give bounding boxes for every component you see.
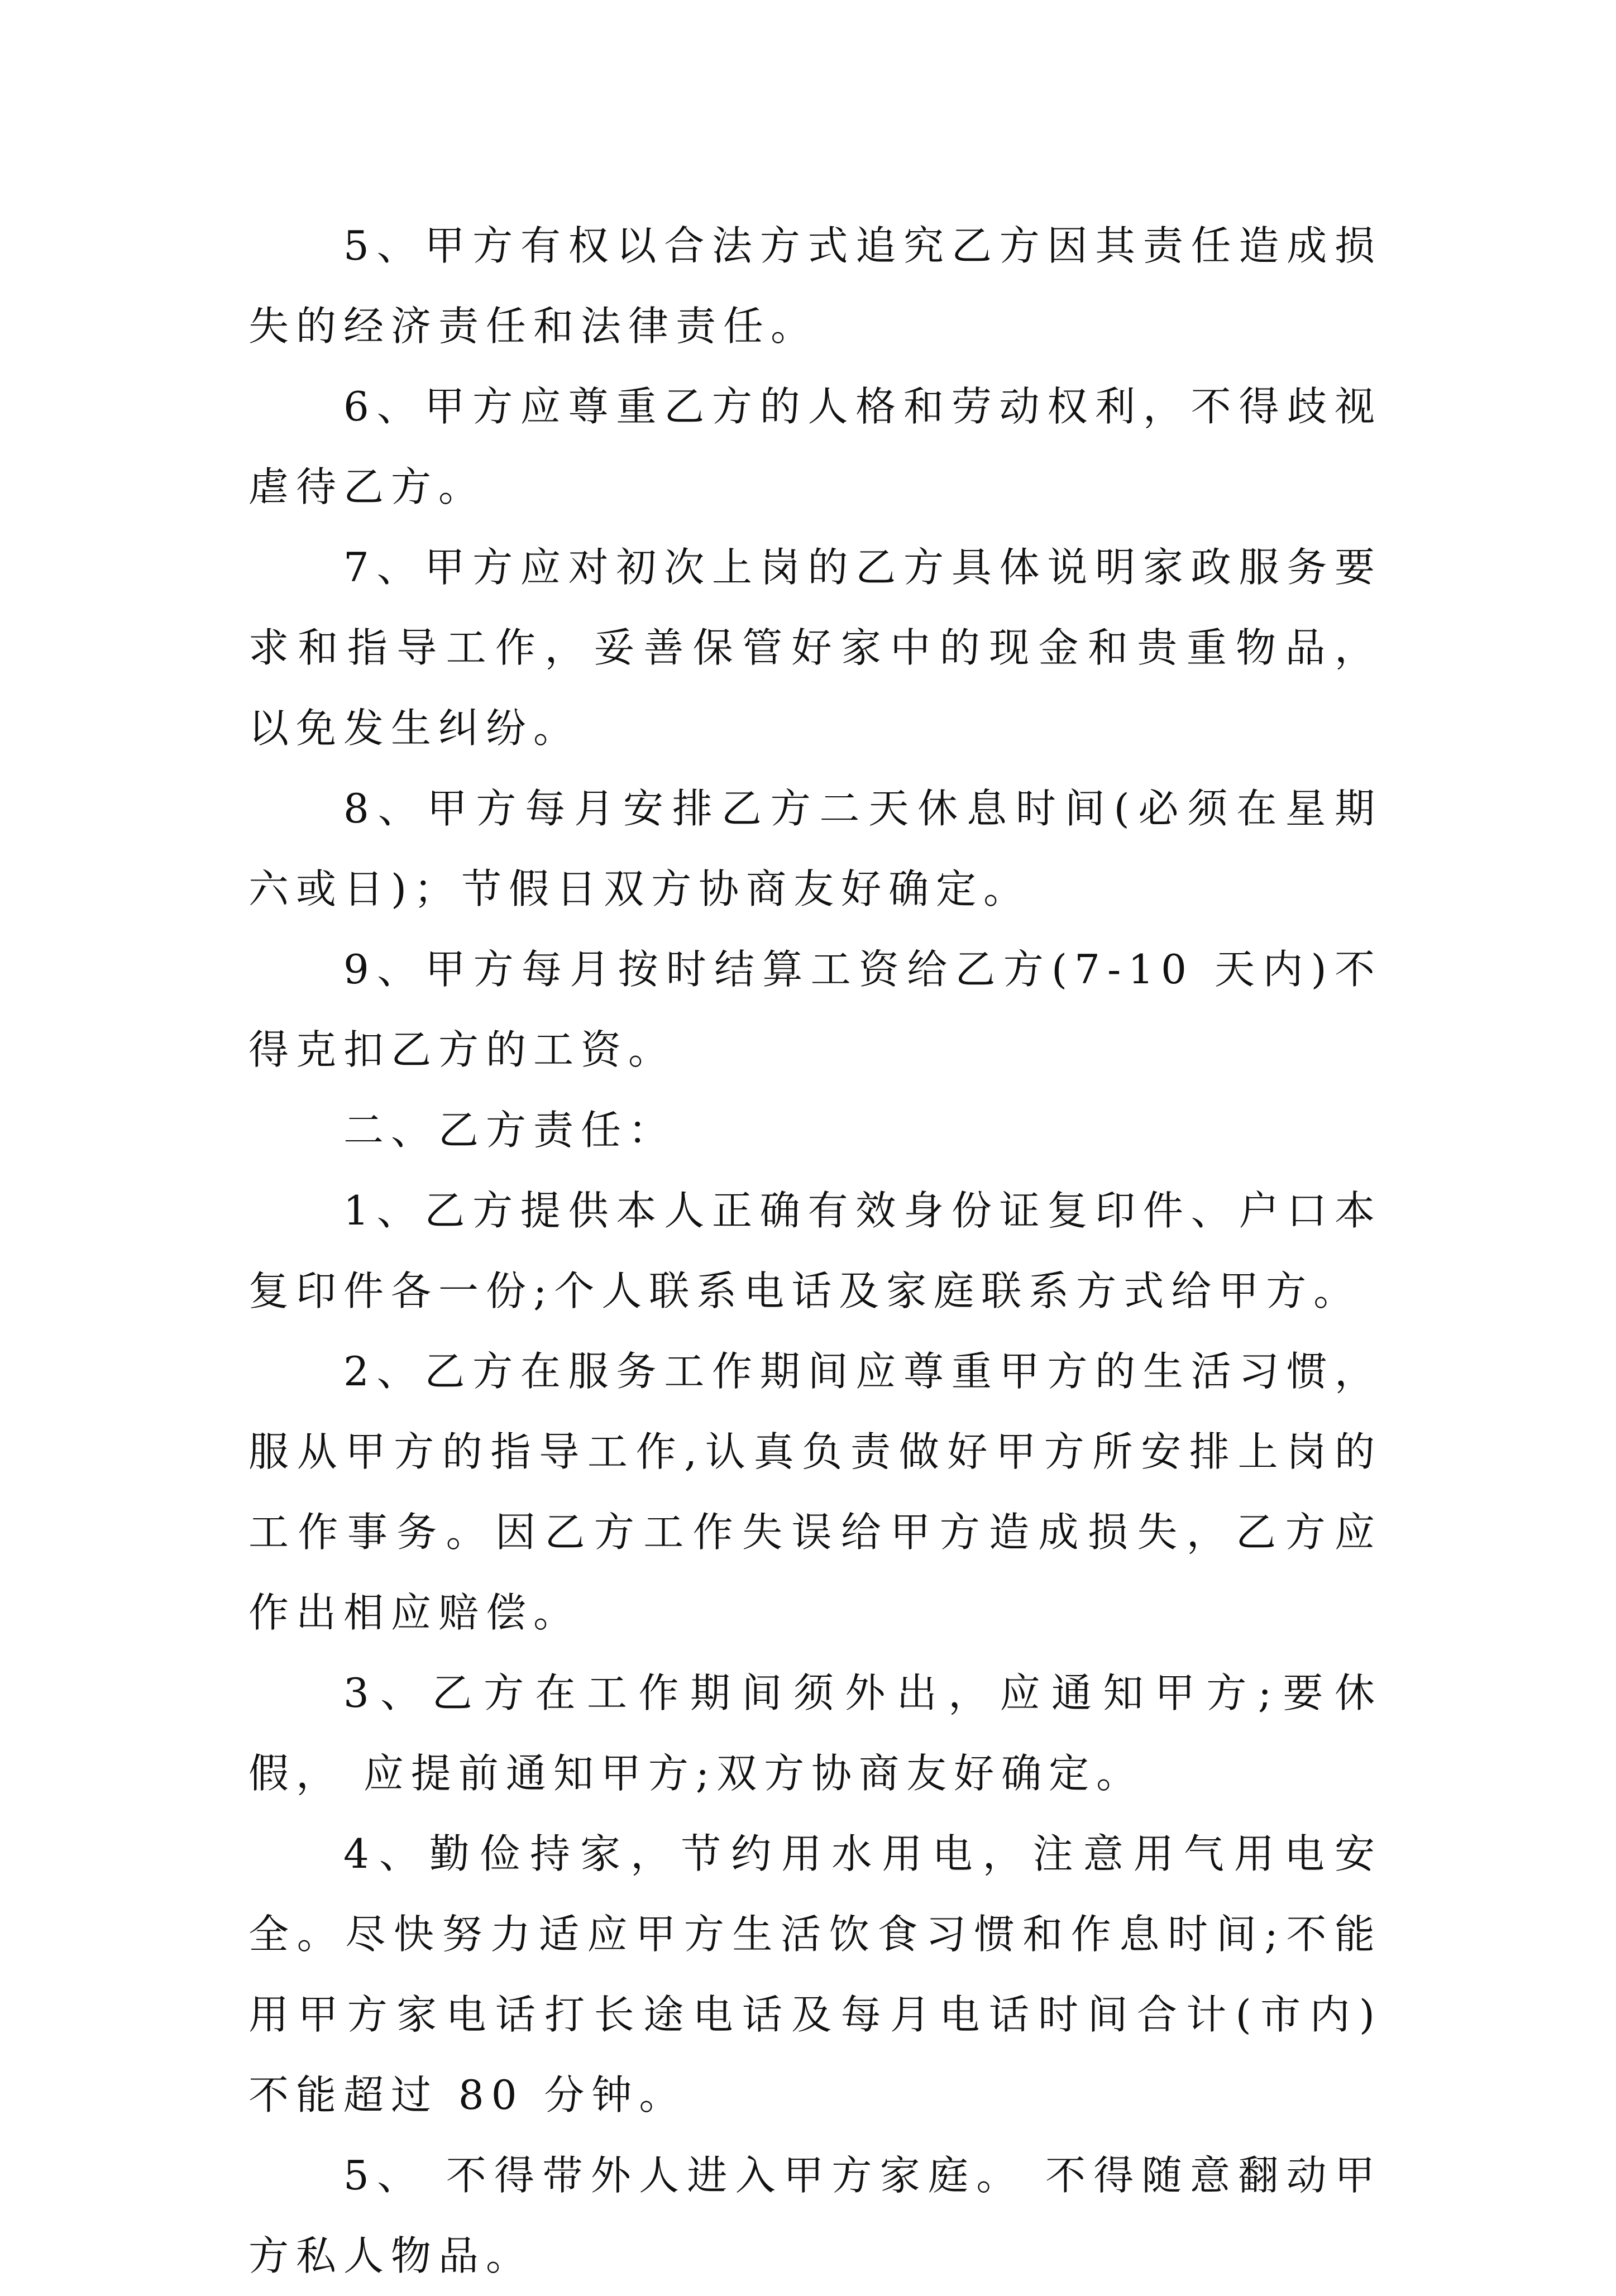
- paragraph-party-b-1: 1、乙方提供本人正确有效身份证复印件、户口本复印件各一份;个人联系电话及家庭联系方式给甲方。: [248, 1187, 1382, 1314]
- paragraph-party-a-9: 9、甲方每月按时结算工资给乙方(7-10 天内)不得克扣乙方的工资。: [248, 946, 1382, 1073]
- paragraph-party-a-7: 7、甲方应对初次上岗的乙方具体说明家政服务要求和指导工作，妥善保管好家中的现金和贵重物品，以免发生纠纷。: [248, 544, 1382, 752]
- paragraph-party-b-3: 3、乙方在工作期间须外出，应通知甲方;要休假， 应提前通知甲方;双方协商友好确定。: [248, 1670, 1382, 1797]
- paragraph-party-a-6: 6、甲方应尊重乙方的人格和劳动权利，不得歧视虐待乙方。: [248, 383, 1382, 510]
- paragraph-party-b-4: 4、勤俭持家，节约用水用电，注意用气用电安全。尽快努力适应甲方生活饮食习惯和作息时间;不能用甲方家电话打长途电话及每月电话时间合计(市内)不能超过 80 分钟。: [248, 1830, 1382, 2118]
- paragraph-party-b-5: 5、 不得带外人进入甲方家庭。 不得随意翻动甲方私人物品。: [248, 2152, 1382, 2279]
- paragraph-party-a-8: 8、甲方每月安排乙方二天休息时间(必须在星期六或日)；节假日双方协商友好确定。: [248, 785, 1382, 912]
- paragraph-party-b-2: 2、乙方在服务工作期间应尊重甲方的生活习惯，服从甲方的指导工作,认真负责做好甲方所安排上岗的工作事务。因乙方工作失误给甲方造成损失，乙方应作出相应赔偿。: [248, 1348, 1382, 1636]
- section-heading-party-b: 二、乙方责任：: [343, 1107, 676, 1154]
- paragraph-party-a-5: 5、甲方有权以合法方式追究乙方因其责任造成损失的经济责任和法律责任。: [248, 222, 1382, 350]
- document-body: [248, 205, 1382, 2296]
